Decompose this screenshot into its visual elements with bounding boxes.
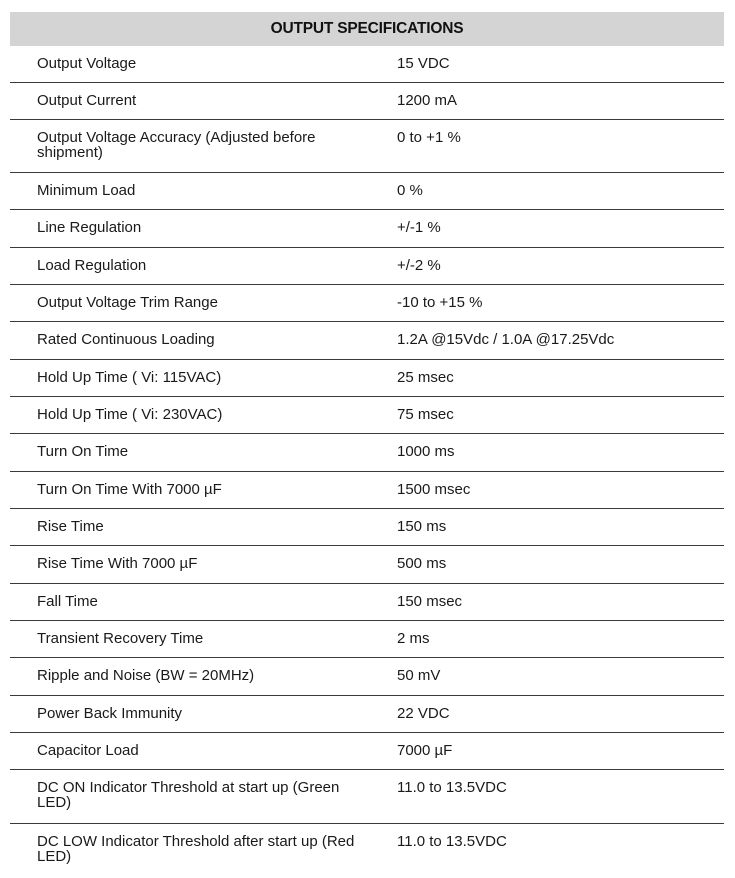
spec-label: Turn On Time [37, 443, 129, 460]
spec-value: 150 ms [397, 518, 447, 535]
spec-value: 1500 msec [397, 481, 471, 498]
table-row [10, 120, 724, 173]
table-row [10, 397, 724, 434]
table-row [10, 434, 724, 472]
spec-value: 500 ms [397, 555, 447, 572]
table-title: OUTPUT SPECIFICATIONS [10, 12, 724, 46]
table-row [10, 46, 724, 83]
table-row [10, 770, 724, 824]
table-row [10, 285, 724, 322]
spec-rows [10, 46, 724, 878]
spec-label: Load Regulation [37, 257, 147, 274]
spec-label: Output Voltage Trim Range [37, 294, 218, 311]
spec-label: Line Regulation [37, 219, 142, 236]
table-row [10, 173, 724, 210]
spec-label: Rated Continuous Loading [37, 331, 215, 348]
spec-label: Fall Time [37, 593, 98, 610]
spec-value: 50 mV [397, 667, 441, 684]
spec-label: Hold Up Time ( Vi: 230VAC) [37, 406, 223, 423]
table-row [10, 584, 724, 621]
spec-label: Output Current [37, 92, 137, 109]
spec-label: Power Back Immunity [37, 705, 183, 722]
spec-value: 0 to +1 % [397, 129, 461, 146]
table-row [10, 824, 724, 878]
spec-label: Output Voltage Accuracy (Adjusted before shipment) [37, 129, 316, 161]
spec-label: DC ON Indicator Threshold at start up (Green LED) [37, 779, 340, 811]
table-row [10, 658, 724, 696]
spec-value: 11.0 to 13.5VDC [397, 833, 507, 850]
table-row [10, 696, 724, 733]
table-row [10, 210, 724, 248]
spec-label: Output Voltage [37, 55, 137, 72]
spec-label: Minimum Load [37, 182, 136, 199]
spec-label: DC LOW Indicator Threshold after start up (Red LED) [37, 833, 355, 865]
spec-label: Ripple and Noise (BW = 20MHz) [37, 667, 255, 684]
table-row [10, 360, 724, 397]
spec-value: 2 ms [397, 630, 430, 647]
table-row [10, 83, 724, 120]
table-row [10, 621, 724, 658]
table-row [10, 733, 724, 770]
table-row [10, 322, 724, 360]
spec-label: Rise Time With 7000 µF [37, 555, 198, 572]
table-row [10, 509, 724, 546]
spec-value: 11.0 to 13.5VDC [397, 779, 507, 796]
spec-label: Rise Time [37, 518, 104, 535]
table-row [10, 472, 724, 509]
spec-value: 15 VDC [397, 55, 450, 72]
table-row [10, 546, 724, 584]
spec-value: 1000 ms [397, 443, 455, 460]
spec-value: 75 msec [397, 406, 454, 423]
spec-value: +/-2 % [397, 257, 441, 274]
spec-label: Hold Up Time ( Vi: 115VAC) [37, 369, 222, 386]
spec-value: 22 VDC [397, 705, 450, 722]
spec-value: 0 % [397, 182, 423, 199]
spec-value: 1.2A @15Vdc / 1.0A @17.25Vdc [397, 331, 615, 348]
spec-label: Turn On Time With 7000 µF [37, 481, 222, 498]
output-specifications-table [10, 12, 724, 878]
spec-value: 25 msec [397, 369, 454, 386]
spec-label: Capacitor Load [37, 742, 139, 759]
spec-value: 150 msec [397, 593, 463, 610]
spec-value: +/-1 % [397, 219, 441, 236]
spec-value: 7000 µF [397, 742, 453, 759]
spec-value: -10 to +15 % [397, 294, 483, 311]
spec-label: Transient Recovery Time [37, 630, 204, 647]
table-row [10, 248, 724, 285]
spec-value: 1200 mA [397, 92, 458, 109]
